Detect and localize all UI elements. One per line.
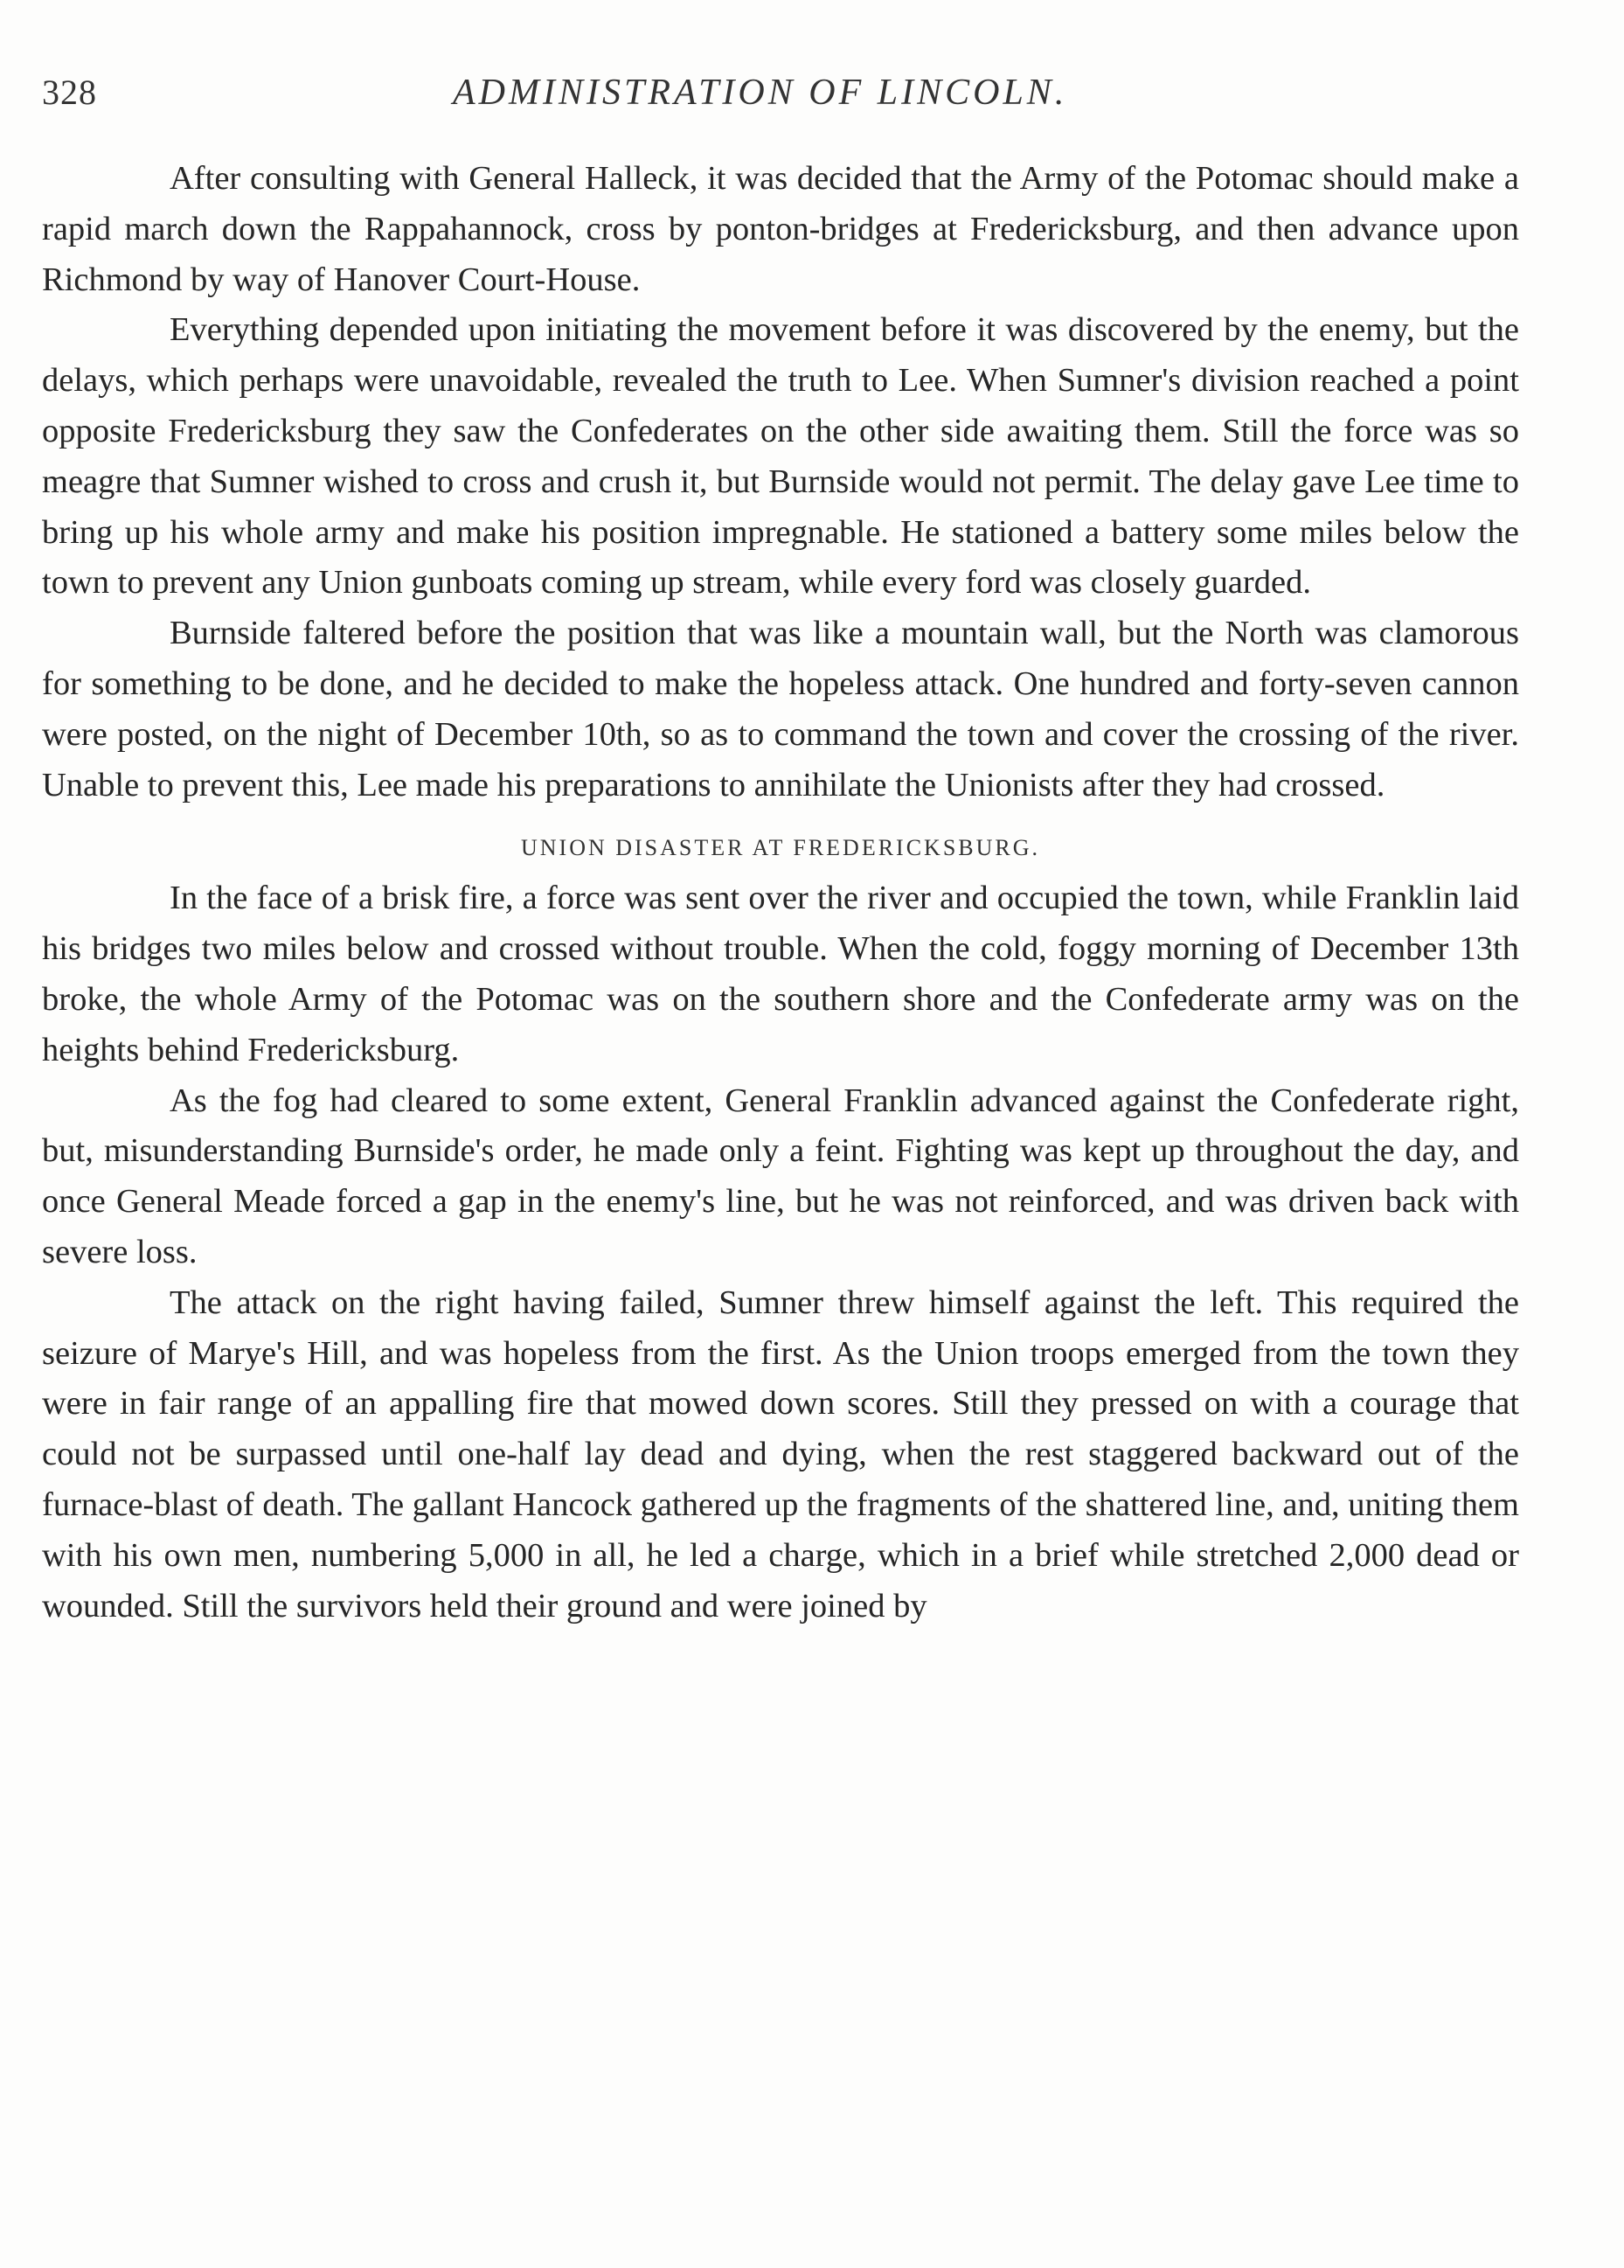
paragraph: Burnside faltered before the position that was like a mountain wall, but the North was clamorous for something to be done, and he decided to make the hopeless attack. One hundred and forty-seven cannon were posted, on the night of December 10th, so as to command the town and cover the crossing of the river. Unable to prevent this, Lee made his preparations to annihilate the Unionists after they had crossed. xyxy=(42,615,1519,804)
paragraph: After consulting with General Halleck, it was decided that the Army of the Potomac should make a rapid march down the Rappahannock, cross by ponton-bridges at Fredericksburg, and then advance upon Richmond by way of Hanover Court-House. xyxy=(42,160,1519,298)
paragraph: Everything depended upon initiating the movement before it was discovered by the enemy, but the delays, which perhaps were unavoidable, revealed the truth to Lee. When Sumner's division reached a point opposite Fredericksburg they saw the Confederates on the other side awaiting them. Still the force was so meagre that Sumner wished to cross and crush it, but Burnside would not permit. The delay gave Lee time to bring up his whole army and make his position impregnable. He stationed a battery some miles below the town to prevent any Union gunboats coming up stream, while every ford was closely guarded. xyxy=(42,311,1519,602)
section-heading: UNION DISASTER AT FREDERICKSBURG. xyxy=(520,835,1041,861)
paragraph: In the face of a brisk fire, a force was sent over the river and occupied the town, while Franklin laid his bridges two miles below and crossed without trouble. When the cold, foggy morning of December 13th broke, the whole Army of the Potomac was on the southern shore and the Confederate army was on the heights behind Fredericksburg. xyxy=(42,880,1519,1068)
page-header xyxy=(42,72,1519,124)
body-text xyxy=(42,154,1519,1631)
paragraph: The attack on the right having failed, Sumner threw himself against the left. This required the seizure of Marye's Hill, and was hopeless from the first. As the Union troops emerged from the town they were in fair range of an appalling fire that mowed down scores. Still they pressed on with a courage that could not be surpassed until one-half lay dead and dying, when the rest staggered backward out of the furnace-blast of death. The gallant Hancock gathered up the fragments of the shattered line, and, uniting them with his own men, numbering 5,000 in all, he led a charge, which in a brief while stretched 2,000 dead or wounded. Still the survivors held their ground and were joined by xyxy=(42,1284,1519,1624)
paragraph: As the fog had cleared to some extent, General Franklin advanced against the Confederate right, but, misunderstanding Burnside's order, he made only a feint. Fighting was kept up throughout the day, and once General Meade forced a gap in the enemy's line, but he was not reinforced, and was driven back with severe loss. xyxy=(42,1082,1519,1270)
page-number: 328 xyxy=(42,73,97,112)
running-title: ADMINISTRATION OF LINCOLN. xyxy=(453,73,1068,113)
